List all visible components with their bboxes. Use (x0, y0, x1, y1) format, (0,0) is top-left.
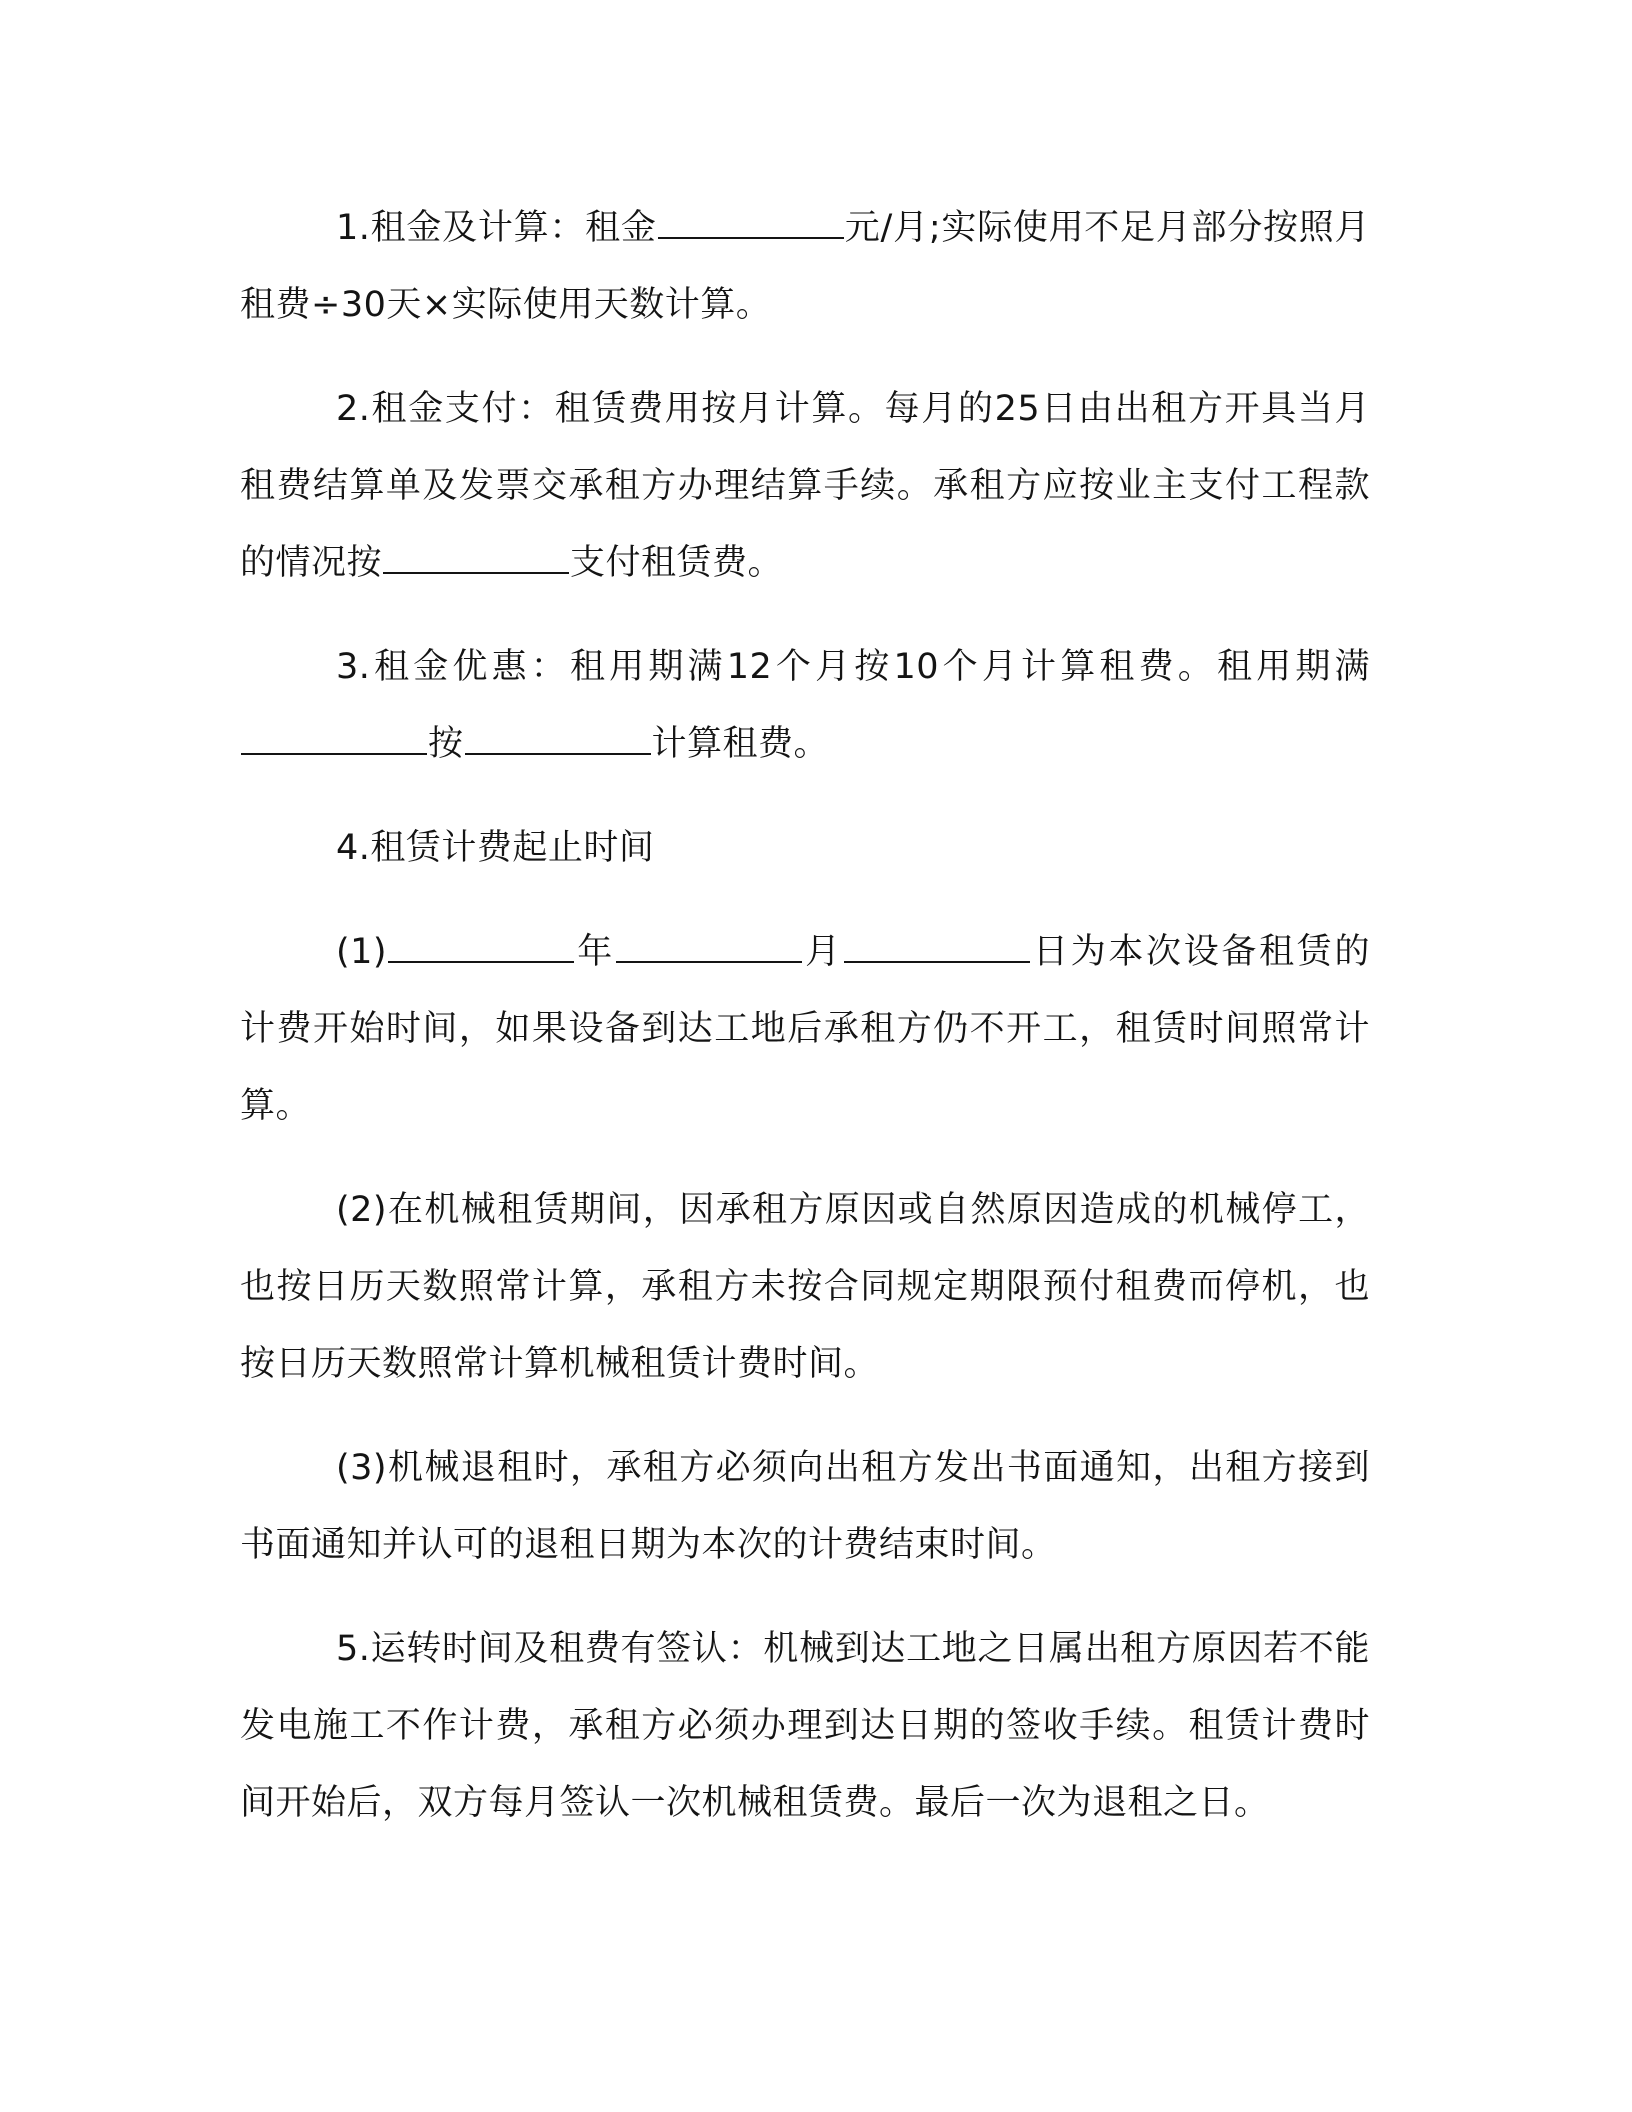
clause-text: 1.租金及计算：租金 (336, 208, 657, 248)
fill-blank (844, 923, 1030, 963)
clause-text: 元/月;实际使用不足月部分按照月租费÷30天×实际使用天数计算。 (240, 208, 1370, 325)
clause-text: 计算租费。 (651, 724, 830, 764)
clause-text: 3.租金优惠：租用期满12个月按10个月计算租费。租用期满 (336, 647, 1370, 687)
clause-text: (3)机械退租时，承租方必须向出租方发出书面通知，出租方接到书面通知并认可的退租日期为本次的计费结束时间。 (240, 1448, 1370, 1565)
fill-blank (465, 715, 651, 755)
clause-text: 5.运转时间及租费有签认：机械到达工地之日属出租方原因若不能发电施工不作计费，承租方必须办理到达日期的签收手续。租赁计费时间开始后，双方每月签认一次机械租赁费。最后一次为退租之日。 (240, 1629, 1370, 1823)
clause-downtime (240, 1172, 1370, 1403)
clause-rent-discount (240, 629, 1370, 783)
clause-text: 月 (802, 932, 843, 972)
clause-text: 2.租金支付：租赁费用按月计算。每月的25日由出租方开具当月租费结算单及发票交承租方办理结算手续。承租方应按业主支付工程款的情况按 (240, 389, 1370, 583)
clause-billing-period-heading (240, 810, 1370, 887)
clause-text: 4.租赁计费起止时间 (336, 828, 655, 868)
fill-blank (241, 715, 427, 755)
clause-rent-payment (240, 371, 1370, 602)
clause-operation-signoff (240, 1611, 1370, 1842)
clause-billing-start (240, 914, 1370, 1145)
document-body (240, 190, 1370, 1869)
clause-text: 年 (575, 932, 615, 972)
fill-blank (616, 923, 802, 963)
fill-blank (383, 534, 569, 574)
clause-text: 按 (428, 724, 464, 764)
fill-blank (658, 199, 844, 239)
clause-text: (1) (336, 932, 388, 972)
clause-rent-calculation (240, 190, 1370, 344)
clause-text: 日为本次设备租赁的计费开始时间，如果设备到达工地后承租方仍不开工，租赁时间照常计算。 (240, 932, 1370, 1126)
clause-text: 支付租赁费。 (570, 543, 784, 583)
fill-blank (388, 923, 574, 963)
clause-text: (2)在机械租赁期间，因承租方原因或自然原因造成的机械停工，也按日历天数照常计算，承租方未按合同规定期限预付租费而停机，也按日历天数照常计算机械租赁计费时间。 (240, 1190, 1370, 1384)
clause-termination (240, 1430, 1370, 1584)
